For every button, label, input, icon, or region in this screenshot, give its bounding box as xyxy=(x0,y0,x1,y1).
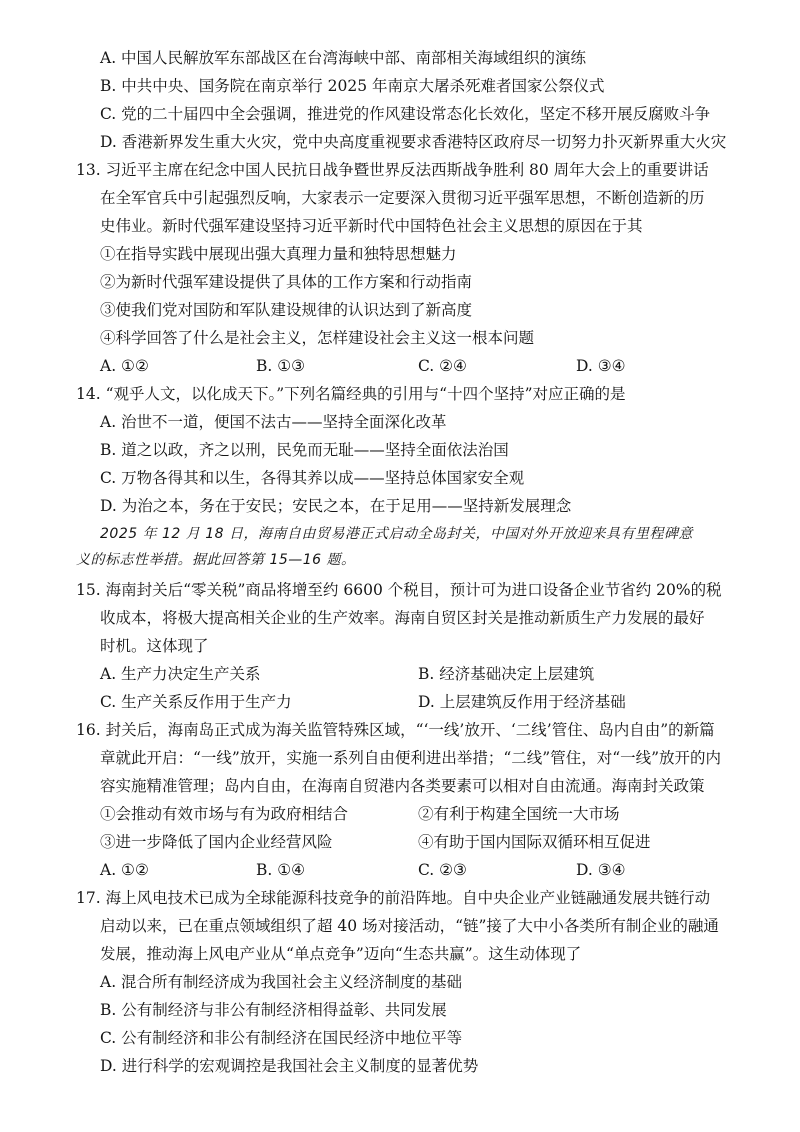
q13-stem-line: 13. 习近平主席在纪念中国人民抗日战争暨世界反法西斯战争胜利 80 周年大会上的重要讲话 xyxy=(76,161,709,179)
q15-stem-line: 15. 海南封关后“零关税”商品将增至约 6600 个税目，预计可为进口设备企业节省约 20%的税 xyxy=(76,581,722,599)
q17-option-b: B. 公有制经济与非公有制经济相得益彰、共同发展 xyxy=(100,1001,447,1019)
q13-choice-a: A. ①② xyxy=(100,357,149,375)
q16-choice-c: C. ②③ xyxy=(418,861,467,879)
material-text-line: 2025 年 12 月 18 日，海南自由贸易港正式启动全岛封关，中国对外开放迎来具有里程碑意 xyxy=(100,526,694,542)
q16-item: ①会推动有效市场与有为政府相结合 xyxy=(100,805,349,823)
q16-item: ③进一步降低了国内企业经营风险 xyxy=(100,833,333,851)
q16-stem-line: 16. 封关后，海南岛正式成为海关监管特殊区域，“‘一线’放开、‘二线’管住、岛内自由”的新篇 xyxy=(76,721,715,739)
q16-item: ②有利于构建全国统一大市场 xyxy=(418,805,620,823)
q13-stem-line: 史伟业。新时代强军建设坚持习近平新时代中国特色社会主义思想的原因在于其 xyxy=(100,217,643,235)
q13-choice-b: B. ①③ xyxy=(256,357,306,375)
q13-stem-line: 在全军官兵中引起强烈反响，大家表示一定要深入贯彻习近平强军思想，不断创造新的历 xyxy=(100,189,705,207)
q13-item: ④科学回答了什么是社会主义，怎样建设社会主义这一根本问题 xyxy=(100,329,535,347)
q14-option-d: D. 为治之本，务在于安民；安民之本，在于足用——坚持新发展理念 xyxy=(100,497,572,515)
q13-choice-c: C. ②④ xyxy=(418,357,467,375)
q13-item: ②为新时代强军建设提供了具体的工作方案和行动指南 xyxy=(100,273,473,291)
q16-stem-line: 容实施精准管理；岛内自由，在海南自贸港内各类要素可以相对自由流通。海南封关政策 xyxy=(100,777,705,795)
q14-option-b: B. 道之以政，齐之以刑，民免而无耻——坚持全面依法治国 xyxy=(100,441,509,459)
q16-choice-b: B. ①④ xyxy=(256,861,306,879)
q12-option-b: B. 中共中央、国务院在南京举行 2025 年南京大屠杀死难者国家公祭仪式 xyxy=(100,77,605,95)
q14-option-c: C. 万物各得其和以生，各得其养以成——坚持总体国家安全观 xyxy=(100,469,525,487)
q17-stem-line: 启动以来，已在重点领域组织了超 40 场对接活动，“链”接了大中小各类所有制企业的融通 xyxy=(100,917,719,935)
q17-option-c: C. 公有制经济和非公有制经济在国民经济中地位平等 xyxy=(100,1029,463,1047)
q14-option-a: A. 治世不一道，便国不法古——坚持全面深化改革 xyxy=(100,413,447,431)
q13-item: ①在指导实践中展现出强大真理力量和独特思想魅力 xyxy=(100,245,457,263)
q15-option-d: D. 上层建筑反作用于经济基础 xyxy=(418,693,626,711)
q15-stem-line: 时机。这体现了 xyxy=(100,637,209,655)
material-text-line: 义的标志性举措。据此回答第 15—16 题。 xyxy=(76,552,356,568)
q16-choice-a: A. ①② xyxy=(100,861,149,879)
q13-item: ③使我们党对国防和军队建设规律的认识达到了新高度 xyxy=(100,301,473,319)
q15-stem-line: 收成本，将极大提高相关企业的生产效率。海南自贸区封关是推动新质生产力发展的最好 xyxy=(100,609,705,627)
q16-choice-d: D. ③④ xyxy=(576,861,626,879)
q14-stem: 14. “观乎人文，以化成天下。”下列名篇经典的引用与“十四个坚持”对应正确的是 xyxy=(76,385,626,403)
q16-item: ④有助于国内国际双循环相互促进 xyxy=(418,833,651,851)
q13-choice-d: D. ③④ xyxy=(576,357,626,375)
q17-stem-line: 17. 海上风电技术已成为全球能源科技竞争的前沿阵地。自中央企业产业链融通发展共链行动 xyxy=(76,889,711,907)
q15-option-c: C. 生产关系反作用于生产力 xyxy=(100,693,292,711)
q17-option-d: D. 进行科学的宏观调控是我国社会主义制度的显著优势 xyxy=(100,1057,479,1075)
q17-stem-line: 发展，推动海上风电产业从“单点竞争”迈向“生态共赢”。这生动体现了 xyxy=(100,945,582,963)
q12-option-d: D. 香港新界发生重大火灾，党中央高度重视要求香港特区政府尽一切努力扑灭新界重大火灾 xyxy=(100,133,727,151)
q12-option-c: C. 党的二十届四中全会强调，推进党的作风建设常态化长效化，坚定不移开展反腐败斗争 xyxy=(100,105,711,123)
q16-stem-line: 章就此开启：“一线”放开，实施一系列自由便利进出举措；“二线”管住，对“一线”放开的内 xyxy=(100,749,722,767)
q15-option-b: B. 经济基础决定上层建筑 xyxy=(418,665,595,683)
q12-option-a: A. 中国人民解放军东部战区在台湾海峡中部、南部相关海域组织的演练 xyxy=(100,49,587,67)
q17-option-a: A. 混合所有制经济成为我国社会主义经济制度的基础 xyxy=(100,973,463,991)
q15-option-a: A. 生产力决定生产关系 xyxy=(100,665,261,683)
